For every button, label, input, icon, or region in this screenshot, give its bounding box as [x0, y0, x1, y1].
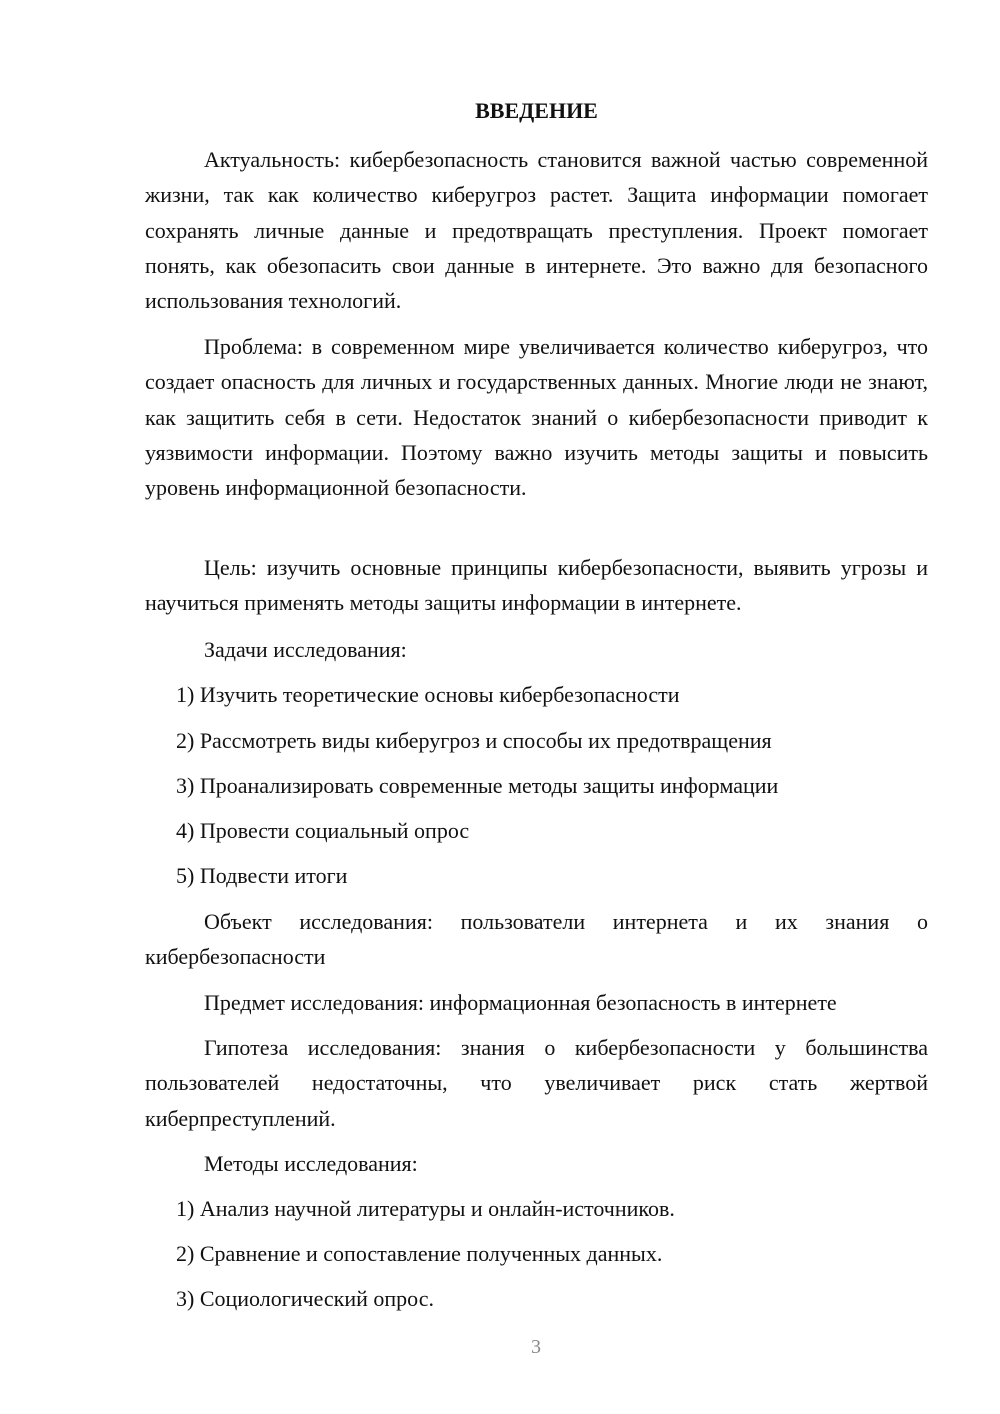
task-item: 5) Подвести итоги — [176, 863, 348, 888]
task-item: 4) Провести социальный опрос — [176, 818, 470, 843]
page-number: 3 — [531, 1336, 541, 1358]
method-item: 2) Сравнение и сопоставление полученных данных. — [176, 1241, 663, 1266]
problem-paragraph: Проблема: в современном мире увеличивается количество киберугроз, что создает опасность для личных и государственных данных. Многие люди не знают, как защитить себя в сети. Недостаток знаний о кибербезопасности приводит к уязвимости информации. Поэтому важно изучить методы защиты и повысить уровень информационной безопасности. — [145, 334, 928, 501]
subject-paragraph: Предмет исследования: информационная безопасность в интернете — [204, 990, 837, 1015]
goal-paragraph: Цель: изучить основные принципы кибербезопасности, выявить угрозы и научиться применять методы защиты информации в интернете. — [145, 555, 928, 616]
tasks-title: Задачи исследования: — [204, 637, 407, 662]
hypothesis-paragraph: Гипотеза исследования: знания о кибербезопасности у большинства пользователей недостаточны, что увеличивает риск стать жертвой киберпреступлений. — [145, 1035, 928, 1131]
relevance-paragraph: Актуальность: кибербезопасность становится важной частью современной жизни, так как количество киберугроз растет. Защита информации помогает сохранять личные данные и предотвращать преступления. Проект помогает понять, как обезопасить свои данные в интернете. Это важно для безопасного использования технологий. — [145, 147, 928, 314]
page-title: ВВЕДЕНИЕ — [475, 98, 598, 123]
method-item: 3) Социологический опрос. — [176, 1286, 434, 1311]
task-item: 3) Проанализировать современные методы защиты информации — [176, 773, 779, 798]
object-paragraph: Объект исследования: пользователи интернета и их знания о кибербезопасности — [145, 909, 928, 970]
task-item: 2) Рассмотреть виды киберугроз и способы их предотвращения — [176, 728, 772, 753]
task-item: 1) Изучить теоретические основы кибербезопасности — [176, 682, 680, 707]
method-item: 1) Анализ научной литературы и онлайн-источников. — [176, 1196, 675, 1221]
methods-title: Методы исследования: — [204, 1151, 418, 1176]
